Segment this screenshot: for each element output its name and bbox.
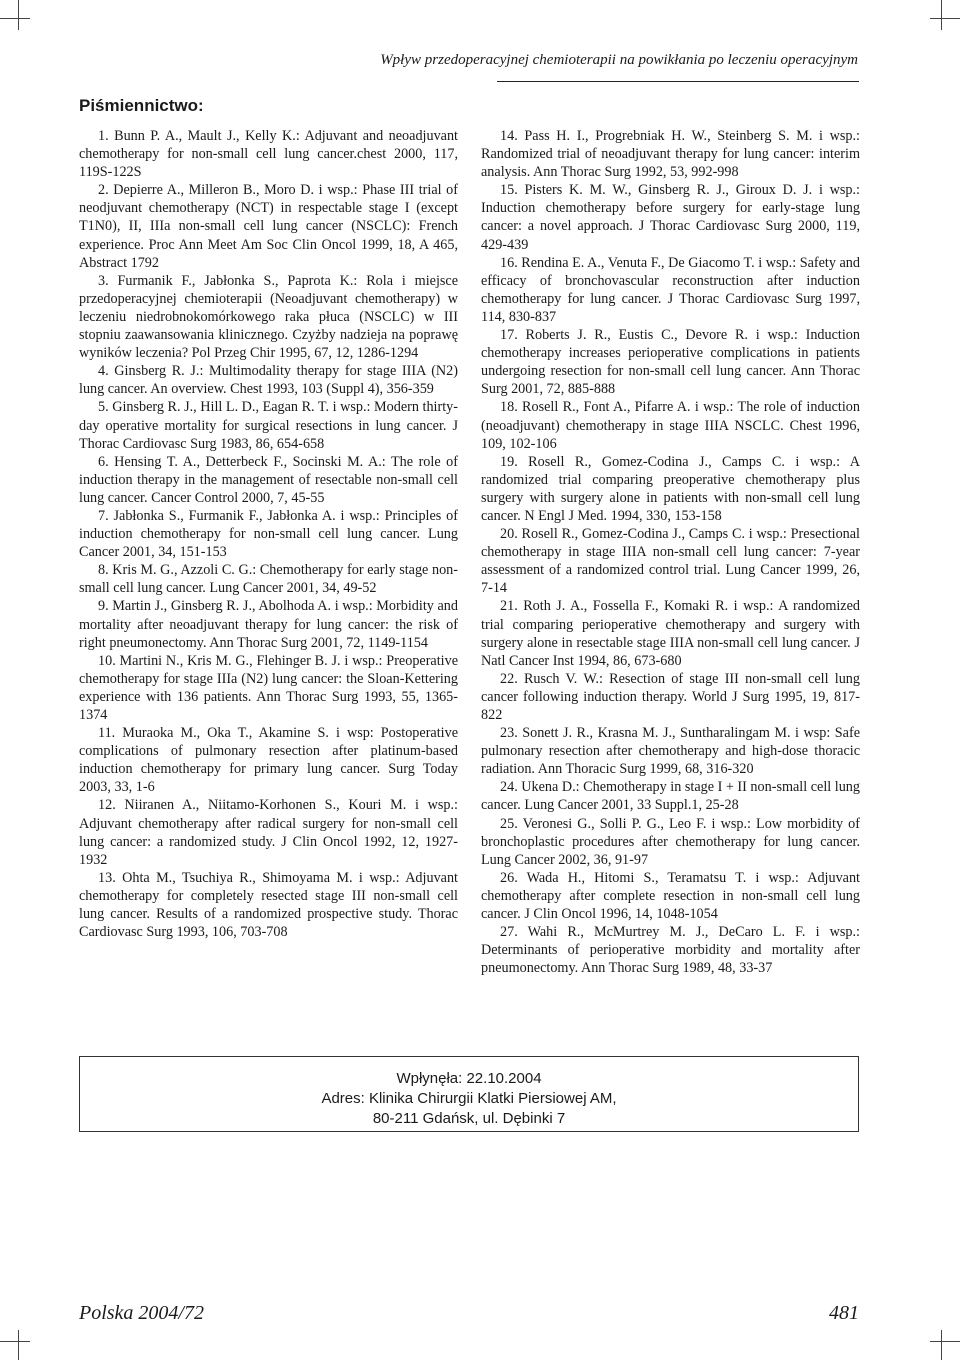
reference-item: 14. Pass H. I., Progrebniak H. W., Steinberg S. M. i wsp.: Randomized trial of neoadjuvant therapy for lung cancer: interim analysis. Ann Thorac Surg 1992, 53, 992-998 [481,128,860,181]
reference-item: 23. Sonett J. R., Krasna M. J., Suntharalingam M. i wsp: Safe pulmonary resection after chemotherapy and high-dose thoracic radiation. Ann Thoracic Surg 1999, 68, 316-320 [481,725,860,778]
received-date: Wpłynęła: 22.10.2004 [396,1070,542,1087]
crop-mark-bottom-right-horizontal [930,1341,960,1342]
crop-mark-bottom-left-horizontal [0,1341,30,1342]
address-line: Adres: Klinika Chirurgii Klatki Piersiowej AM, [321,1090,617,1107]
section-title: Piśmiennictwo: [79,96,204,115]
page-number: 481 [829,1302,859,1324]
reference-item: 27. Wahi R., McMurtrey M. J., DeCaro L. F. i wsp.: Determinants of perioperative morbidity and mortality after pneumonectomy. Ann Thorac Surg 1989, 48, 33-37 [481,924,860,977]
reference-item: 18. Rosell R., Font A., Pifarre A. i wsp.: The role of induction (neoadjuvant) chemotherapy in stage IIIA NSCLC. Chest 1996, 109, 102-106 [481,399,860,452]
reference-item: 8. Kris M. G., Azzoli C. G.: Chemotherapy for early stage non-small cell lung cancer. Lung Cancer 2001, 34, 49-52 [79,562,458,597]
reference-item: 19. Rosell R., Gomez-Codina J., Camps C. i wsp.: A randomized trial comparing preoperative chemotherapy plus surgery with surgery alone in patients with non-small cell lung cancer. N Engl J Med. 1994, 330, 153-158 [481,453,860,524]
reference-list-left [79,127,458,941]
crop-mark-top-left-vertical [18,0,19,30]
reference-item: 4. Ginsberg R. J.: Multimodality therapy for stage IIIA (N2) lung cancer. An overview. Chest 1993, 103 (Suppl 4), 356-359 [79,363,458,398]
reference-item: 13. Ohta M., Tsuchiya R., Shimoyama M. i wsp.: Adjuvant chemotherapy for completely resected stage III non-small cell lung cancer. Results of a randomized prospective study. Thorac Cardiovasc Surg 1993, 106, 703-708 [79,869,458,941]
crop-mark-top-right-vertical [941,0,942,30]
reference-item: 12. Niiranen A., Niitamo-Korhonen S., Kouri M. i wsp.: Adjuvant chemotherapy after radical surgery for non-small cell lung cancer: a randomized study. J Clin Oncol 1992, 12, 1927-1932 [79,797,458,868]
address-line: 80-211 Gdańsk, ul. Dębinki 7 [372,1110,566,1127]
reference-item: 20. Rosell R., Gomez-Codina J., Camps C. i wsp.: Presectional chemotherapy in stage IIIA non-small cell lung cancer: 7-year assessment of a randomized control trial. Lung Cancer 1999, 26, 7-14 [481,526,860,597]
crop-mark-bottom-left-vertical [18,1330,19,1360]
address-box [79,1056,859,1132]
crop-mark-top-right-horizontal [930,18,960,19]
reference-item: 26. Wada H., Hitomi S., Teramatsu T. i wsp.: Adjuvant chemotherapy after complete resection in non-small cell lung cancer. J Clin Oncol 1996, 14, 1048-1054 [481,869,860,923]
reference-item: 16. Rendina E. A., Venuta F., De Giacomo T. i wsp.: Safety and efficacy of bronchovascular reconstruction after induction chemotherapy for lung cancer. J Thorac Cardiovasc Surg 1997, 114, 830-837 [481,254,860,325]
reference-item: 10. Martini N., Kris M. G., Flehinger B. J. i wsp.: Preoperative chemotherapy for stage IIIa (N2) lung cancer: the Sloan-Kettering experience with 136 patients. Ann Thorac Surg 1993, 55, 1365-1374 [79,652,458,723]
reference-item: 6. Hensing T. A., Detterbeck F., Socinski M. A.: The role of induction therapy in the management of resectable non-small cell lung cancer. Cancer Control 2000, 7, 45-55 [79,453,458,506]
reference-item: 11. Muraoka M., Oka T., Akamine S. i wsp: Postoperative complications of pulmonary resection after platinum-based induction chemotherapy for primary lung cancer. Surg Today 2003, 33, 1-6 [79,725,458,796]
reference-item: 15. Pisters K. M. W., Ginsberg R. J., Giroux D. J. i wsp.: Induction chemotherapy before surgery for early-stage lung cancer: a novel approach. J Thorac Cardiovasc Surg 2000, 119, 429-439 [481,182,860,253]
reference-list-right [481,127,860,977]
references-right-column [481,127,860,977]
reference-item: 24. Ukena D.: Chemotherapy in stage I + II non-small cell lung cancer. Lung Cancer 2001, 33 Suppl.1, 25-28 [481,779,860,814]
footer-journal: Polska 2004/72 [79,1302,204,1324]
crop-mark-top-left-horizontal [0,18,30,19]
running-header: Wpływ przedoperacyjnej chemioterapii na powikłania po leczeniu operacyjnym [380,52,858,68]
reference-item: 1. Bunn P. A., Mault J., Kelly K.: Adjuvant and neoadjuvant chemotherapy for non-small cell lung cancer.chest 2000, 117, 119S-122S [79,128,458,181]
reference-item: 2. Depierre A., Milleron B., Moro D. i wsp.: Phase III trial of neodjuvant chemotherapy (NCT) in respectable stage I (except T1N0), II, IIIa non-small cell lung cancer (NSCLC): French experience. Proc Ann Meet Am Soc Clin Oncol 1999, 18, A 465, Abstract 1792 [79,182,458,271]
crop-mark-bottom-right-vertical [941,1330,942,1360]
header-rule [497,81,859,82]
reference-item: 5. Ginsberg R. J., Hill L. D., Eagan R. T. i wsp.: Modern thirty-day operative mortality for surgical resections in lung cancer. J Thorac Cardiovasc Surg 1983, 86, 654-658 [79,399,458,452]
reference-item: 22. Rusch V. W.: Resection of stage III non-small cell lung cancer following induction therapy. World J Surg 1995, 19, 817-822 [481,670,860,723]
reference-item: 21. Roth J. A., Fossella F., Komaki R. i wsp.: A randomized trial comparing perioperative chemotherapy and surgery with surgery alone in resectable stage IIIA non-small cell lung cancer. J Natl Cancer Inst 1994, 86, 673-680 [481,598,860,669]
reference-item: 17. Roberts J. R., Eustis C., Devore R. i wsp.: Induction chemotherapy increases perioperative complications in patients undergoing resection for non-small cell lung cancer. Ann Thorac Surg 2001, 72, 885-888 [481,327,860,398]
reference-item: 25. Veronesi G., Solli P. G., Leo F. i wsp.: Low morbidity of bronchoplastic procedures after chemotherapy for lung cancer. Lung Cancer 2002, 36, 91-97 [481,815,860,868]
reference-item: 3. Furmanik F., Jabłonka S., Paprota K.: Rola i miejsce przedoperacyjnej chemioterapii (Neoadjuvant chemotherapy) w leczeniu niedrobnokomórkowego raka płuca (NSCLC) w III stopniu zaawansowania klinicznego. Czyżby nadzieja na poprawę wyników leczenia? Pol Przeg Chir 1995, 67, 12, 1286-1294 [79,272,458,362]
reference-item: 7. Jabłonka S., Furmanik F., Jabłonka A. i wsp.: Principles of induction chemotherapy for non-small cell lung cancer. Lung Cancer 2001, 34, 151-153 [79,507,458,561]
references-left-column [79,127,458,941]
reference-item: 9. Martin J., Ginsberg R. J., Abolhoda A. i wsp.: Morbidity and mortality after neoadjuvant therapy for lung cancer: the risk of right pneumonectomy. Ann Thorac Surg 2001, 72, 1149-1154 [79,598,458,651]
